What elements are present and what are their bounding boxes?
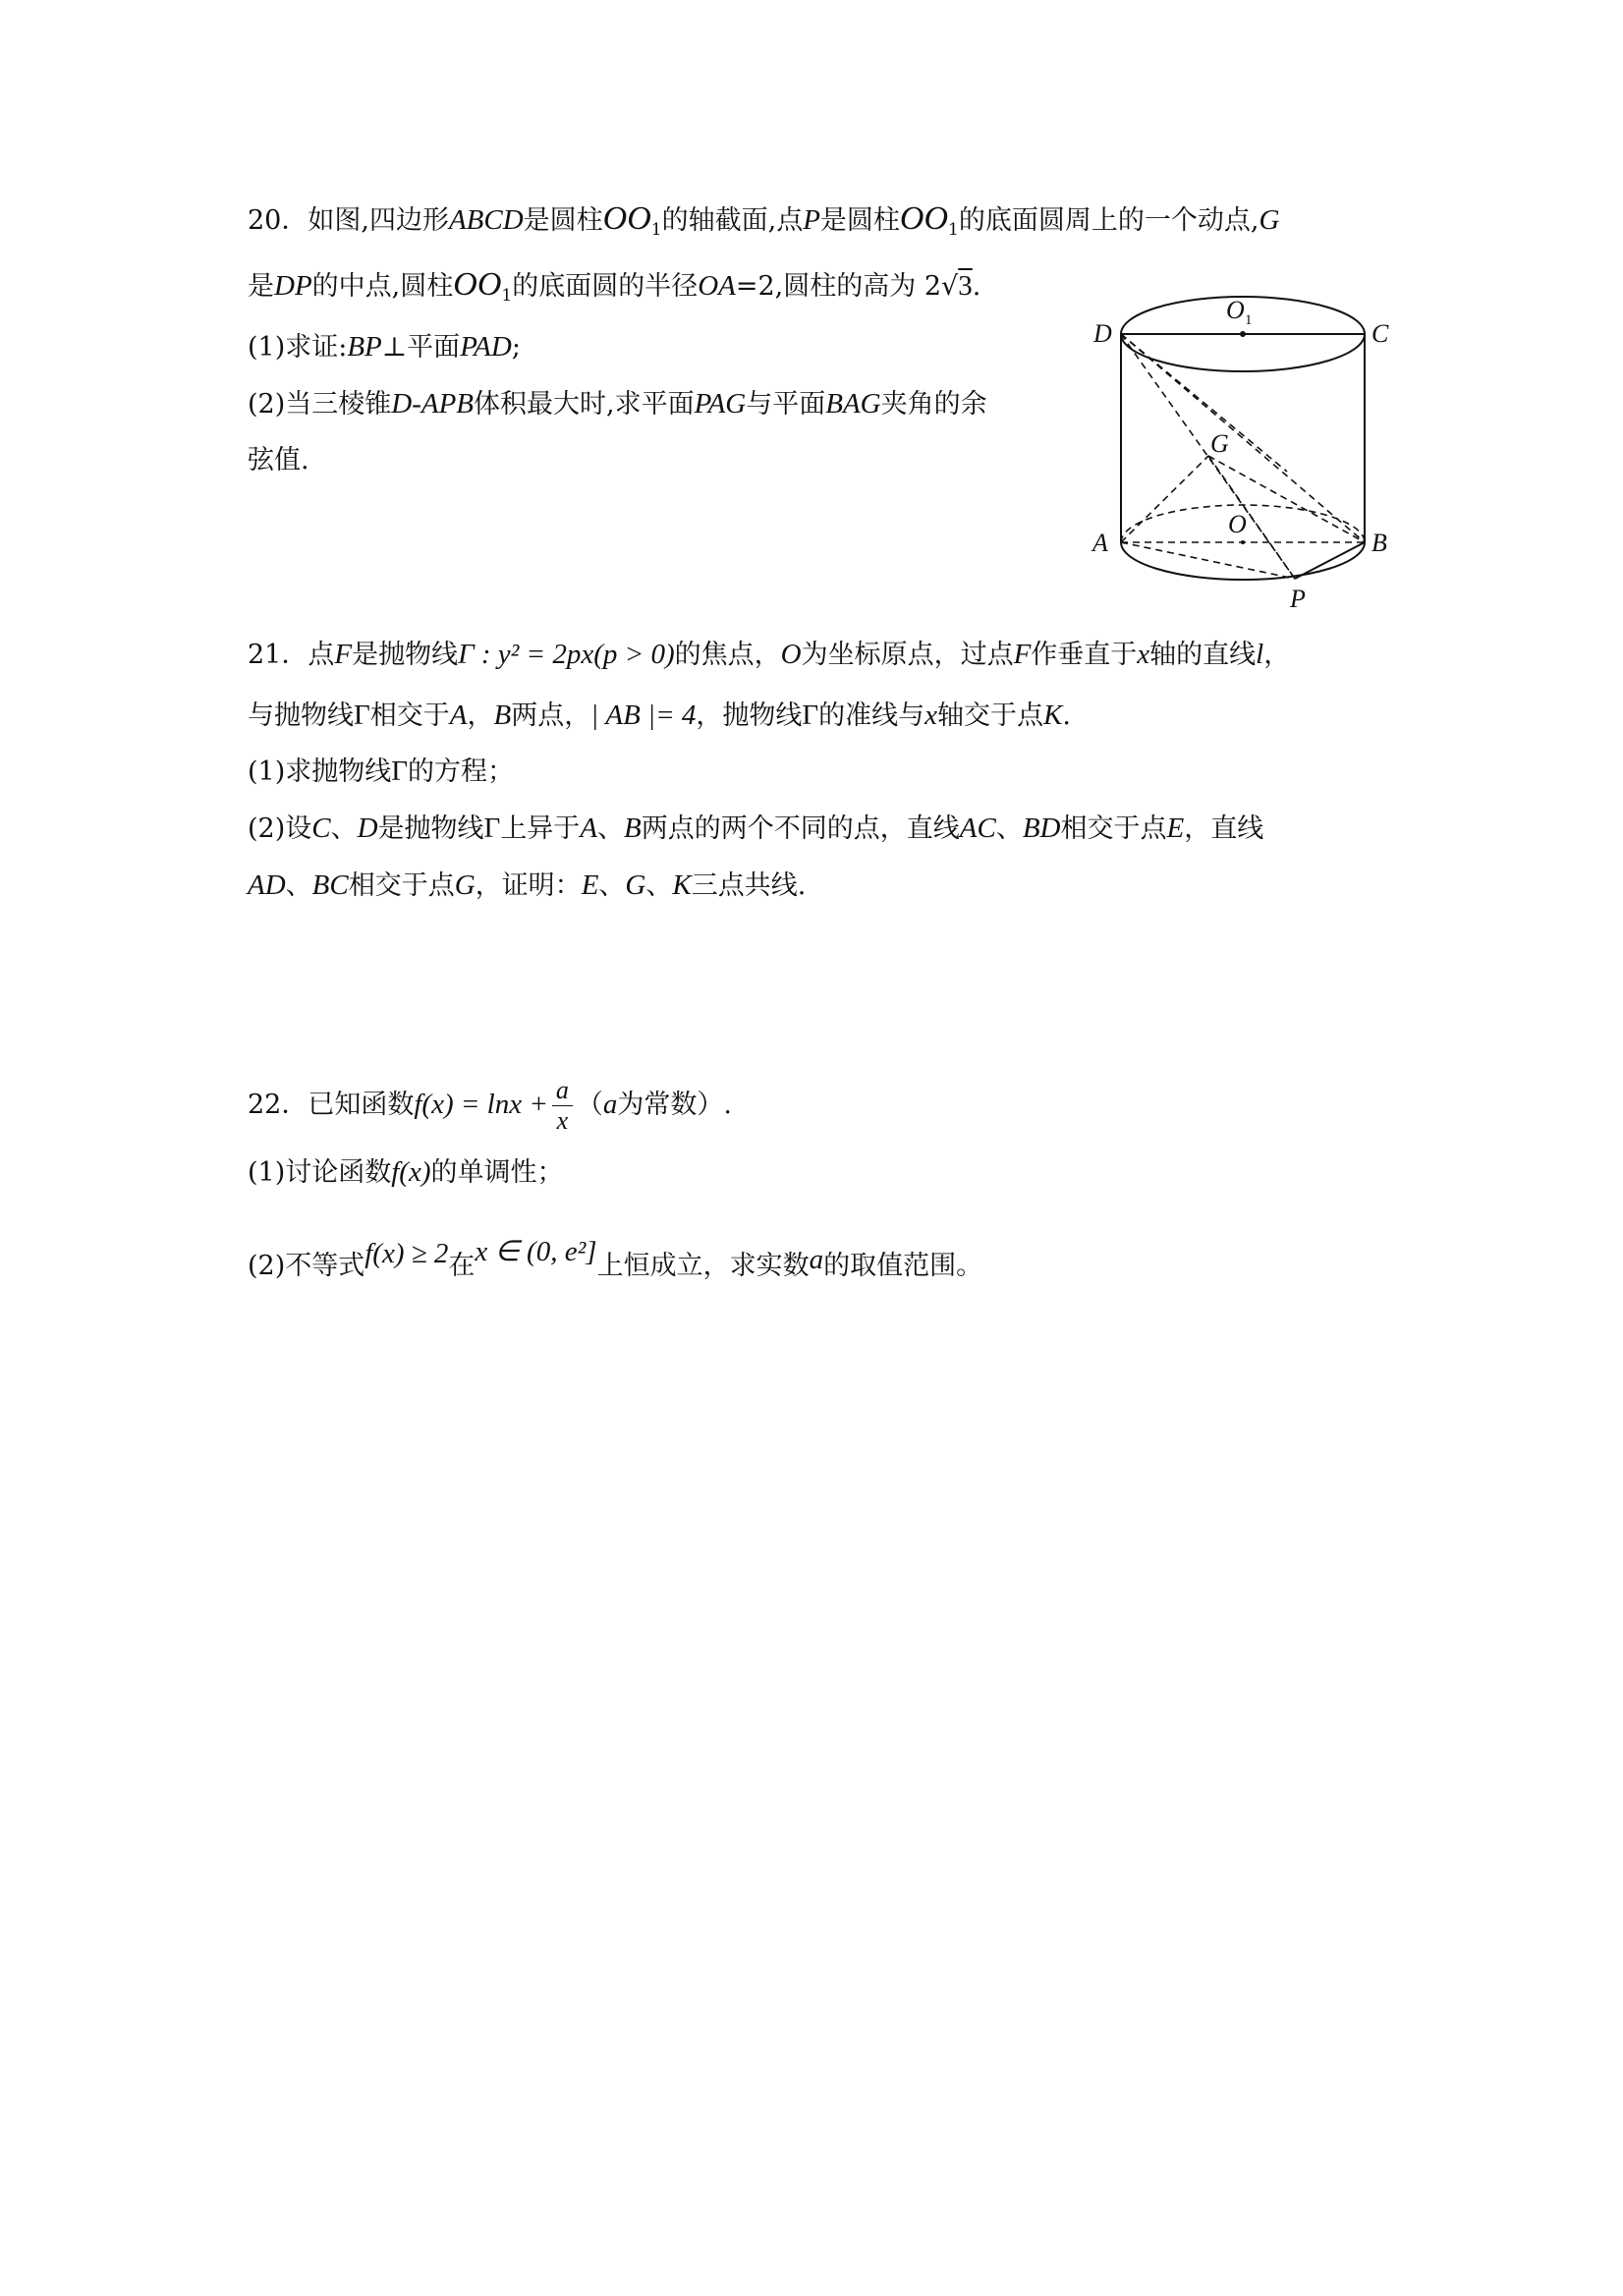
q20-line-2: 是DP的中点,圆柱$OO_1$的底面圆的半径OA=2,圆柱的高为 2√3. bbox=[248, 266, 981, 306]
label-O1-sub: 1 bbox=[1245, 312, 1253, 328]
label-A: A bbox=[1092, 529, 1108, 557]
label-C: C bbox=[1371, 319, 1389, 348]
label-P: P bbox=[1290, 585, 1306, 613]
label-O: O bbox=[1228, 510, 1247, 538]
sqrt-symbol: √ bbox=[941, 271, 959, 302]
segment-AP bbox=[1121, 542, 1295, 579]
q21-part-2-cont: AD、BC相交于点G，证明：E、G、K三点共线. bbox=[248, 869, 807, 901]
label-B: B bbox=[1371, 529, 1387, 557]
fraction-a-over-x: $\frac{a}{x}$ bbox=[552, 1076, 573, 1136]
q20-part-1: (1)求证:BP⊥平面PAD; bbox=[248, 331, 521, 363]
q21-line-1: 21．点F是抛物线Γ : y² = 2px(p > 0)的焦点，O为坐标原点，过点F作垂直于x轴的直线l， bbox=[248, 639, 1291, 670]
q20-line-1: 20．如图,四边形ABCD是圆柱$OO_1$的轴截面,点P是圆柱$OO_1$的底面圆周上的一个动点,G bbox=[248, 200, 1280, 240]
label-O1: O bbox=[1226, 296, 1245, 324]
point-O bbox=[1241, 540, 1245, 544]
label-G: G bbox=[1210, 429, 1229, 458]
q20-part-2-cont: 弦值. bbox=[248, 445, 309, 476]
q21-line-2: 与抛物线Γ相交于A，B两点，| AB |= 4，抛物线Γ的准线与x轴交于点K. bbox=[248, 700, 1071, 731]
point-O1 bbox=[1240, 331, 1246, 337]
q20-part-2: (2)当三棱锥D-APB体积最大时,求平面PAG与平面BAG夹角的余 bbox=[248, 388, 987, 420]
segment-PB bbox=[1295, 542, 1365, 579]
q21-part-1: (1)求抛物线Γ的方程； bbox=[248, 756, 515, 787]
q22-part-2: (2)不等式f(x) ≥ 2在x ∈ (0, e²]上恒成立，求实数a的取值范围。 bbox=[248, 1236, 983, 1281]
q22-line-1: 22．已知函数f(x) = lnx + $\frac{a}{x}$ （a为常数）. bbox=[248, 1076, 733, 1135]
label-D: D bbox=[1093, 319, 1112, 348]
cylinder-figure bbox=[1091, 275, 1395, 619]
q21-part-2: (2)设C、D是抛物线Γ上异于A、B两点的两个不同的点，直线AC、BD相交于点E，直线 bbox=[248, 812, 1264, 844]
q22-part-1: (1)讨论函数f(x)的单调性； bbox=[248, 1156, 564, 1188]
